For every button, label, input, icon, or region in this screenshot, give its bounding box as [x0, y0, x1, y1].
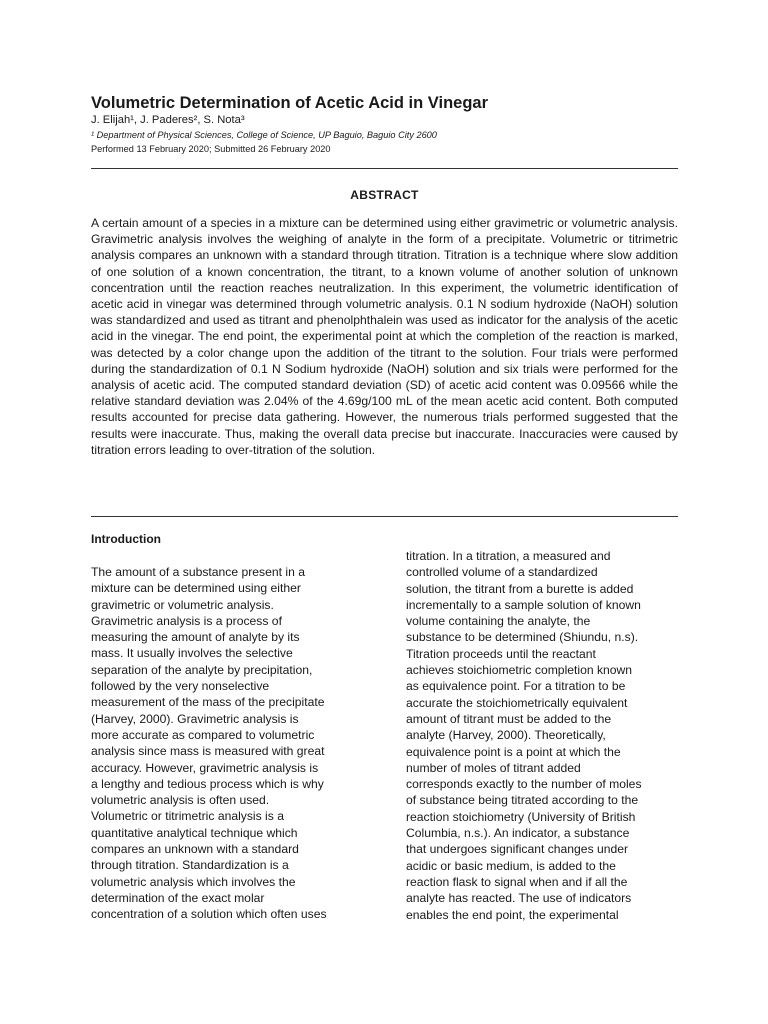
- affiliation: ¹ Department of Physical Sciences, College of Science, UP Baguio, Baguio City 2600: [91, 130, 437, 140]
- introduction-heading: Introduction: [91, 532, 161, 546]
- author-list: J. Elijah¹, J. Paderes², S. Nota³: [91, 114, 245, 126]
- header-divider: [91, 168, 678, 169]
- introduction-left-column: The amount of a substance present in a mixture can be determined using either gravimetric or volumetric analysis. Gravimetric analysis is a process of measuring the amount of analyte by its mass. It usually involves the selective separation of the analyte by precipitation, followed by the very nonselective measurement of the mass of the precipitate (Harvey, 2000). Gravimetric analysis is more accurate as compared to volumetric analysis since mass is measured with great accuracy. However, gravimetric analysis is a lengthy and tedious process which is why volumetric analysis is often used. Volumetric or titrimetric analysis is a quantitative analytical technique which compares an unknown with a standard through titration. Standardization is a volumetric analysis which involves the determination of the exact molar concentration of a solution which often uses: [91, 565, 327, 922]
- submission-dates: Performed 13 February 2020; Submitted 26 February 2020: [91, 144, 331, 154]
- abstract-heading: ABSTRACT: [350, 188, 419, 202]
- introduction-right-column: titration. In a titration, a measured and controlled volume of a standardized solution, the titrant from a burette is added incrementally to a sample solution of known volume containing the analyte, the substance to be determined (Shiundu, n.s). Titration proceeds until the reactant achieves stoichiometric completion known as equivalence point. For a titration to be accurate the stoichiometrically equivalent amount of titrant must be added to the analyte (Harvey, 2000). Theoretically, equivalence point is a point at which the number of moles of titrant added corresponds exactly to the number of moles of substance being titrated according to the reaction stoichiometry (University of British Columbia, n.s.). An indicator, a substance that undergoes significant changes under acidic or basic medium, is added to the reaction flask to signal when and if all the analyte has reacted. The use of indicators enables the end point, the experimental: [406, 549, 642, 922]
- abstract-text: A certain amount of a species in a mixture can be determined using either gravimetric or volumetric analysis. Gravimetric analysis involves the weighing of analyte in the form of a precipitate. Volumetric or titrimetric analysis compares an unknown with a standard through titration. Titration is a technique where slow addition of one solution of a known concentration, the titrant, to a known volume of another solution of unknown concentration until the reaction reaches neutralization. In this experiment, the volumetric identification of acetic acid in vinegar was determined through volumetric analysis. 0.1 N sodium hydroxide (NaOH) solution was standardized and used as titrant and phenolphthalein was used as indicator for the analysis of the acetic acid in the vinegar. The end point, the experimental point at which the completion of the reaction is marked, was detected by a color change upon the addition of the titrant to the solution. Four trials were performed during the standardization of 0.1 N Sodium hydroxide (NaOH) solution and six trials were performed for the analysis of acetic acid. The computed standard deviation (SD) of acetic acid content was 0.09566 while the relative standard deviation was 2.04% of the 4.69g/100 mL of the mean acetic acid content. Both computed results accounted for precise data gathering. However, the numerous trials performed suggested that the results were inaccurate. Thus, making the overall data precise but inaccurate. Inaccuracies were caused by titration errors leading to over-titration of the solution.: [91, 216, 678, 457]
- paper-title: Volumetric Determination of Acetic Acid in Vinegar: [91, 94, 488, 112]
- abstract-divider: [91, 516, 678, 517]
